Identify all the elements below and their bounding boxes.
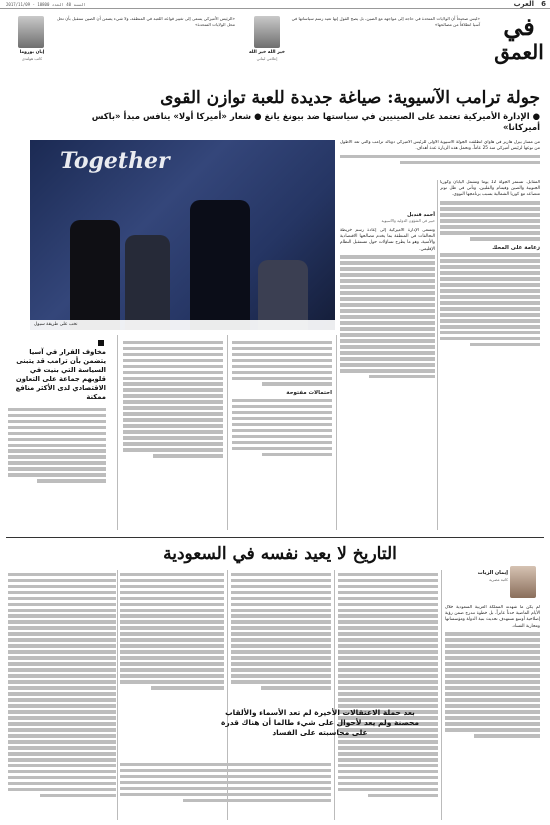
text-line [123,406,223,409]
author-name: خير الله خير الله [248,50,286,55]
text-line [123,359,223,362]
text-line [231,609,331,612]
text-line [445,650,540,653]
text-line [338,758,438,761]
text-line [8,626,116,629]
masthead [0,0,550,9]
text-line [440,259,540,262]
text-line [8,674,116,677]
text-line [231,614,331,617]
text-line [123,400,223,403]
text-line [120,656,224,659]
text-line [123,371,223,374]
text-line [440,201,540,204]
article2-col-2 [338,570,438,820]
text-line [338,776,438,779]
text-line [440,277,540,280]
text-line [120,680,224,683]
text-line [8,438,106,441]
text-line [120,638,224,641]
text-line [340,279,435,282]
text-line [120,650,224,653]
text-line [440,253,540,256]
text-line [338,656,438,659]
text-line [8,698,116,701]
text-line [8,686,116,689]
text-line [120,597,224,600]
text-line [231,644,331,647]
article-divider [6,537,544,538]
text-line [338,674,438,677]
text-line [340,303,435,306]
text-line [232,417,332,420]
text-line [440,313,540,316]
text-line [470,237,540,240]
callout-mark [98,340,104,346]
text-line [338,644,438,647]
text-line [338,603,438,606]
text-line [232,399,332,402]
text-line [123,353,223,356]
photo-banner-text: Together [60,148,170,174]
text-line [231,662,331,665]
text-line [232,435,332,438]
text-line [338,614,438,617]
text-line [440,301,540,304]
text-line [231,680,331,683]
text-line [120,668,224,671]
text-line [445,638,540,641]
text-line [120,579,224,582]
text-line [445,692,540,695]
text-line [338,740,438,743]
text-line [8,597,116,600]
text-line [8,638,116,641]
article2-col-bottom [120,760,331,820]
text-line [338,668,438,671]
author-role: خبير في الشؤون الدولية والآسيوية [381,218,435,223]
text-line [338,662,438,665]
issue-info: السنة 40 العدد 10800 - 2017/11/09 [6,2,86,7]
text-line [445,716,540,719]
figure-left [70,220,120,330]
text-line [440,319,540,322]
text-line [445,632,540,635]
article1-para-b: وتسعى الإدارة الأميركية إلى إعادة رسم خريطة التحالفات في المنطقة بما يخدم مصالحها الاقتصادية والأمنية، وهو ما يطرح تساؤلات حول مستقبل النظام الإقليمي. [340,228,435,252]
text-line [8,716,116,719]
text-line [8,620,116,623]
text-line [340,155,540,158]
text-line [338,698,438,701]
text-line [232,423,332,426]
text-line [8,704,116,707]
text-line [369,375,436,378]
text-line [231,674,331,677]
article1-headline: جولة ترامب الآسيوية: صياغة جديدة للعبة توازن القوى [160,88,540,108]
article2-author [468,566,538,598]
author-role: إعلامي لبناني [256,56,278,61]
text-line [445,644,540,647]
article2-para: لم يكن ما شهدته المملكة العربية السعودية خلال الأيام الماضية حدثاً عابراً، بل خطوة تندرج ضمن رؤية إصلاحية أوسع تستهدف تحديث بنية الدولة ومؤسساتها ومحاربة الفساد. [445,605,540,629]
text-line [340,369,435,372]
text-line [440,271,540,274]
text-line [8,662,116,665]
text-line [440,331,540,334]
article1-lead [340,140,540,175]
text-line [440,337,540,340]
text-line [231,668,331,671]
text-line [340,333,435,336]
author-quote: «ليس صحيحاً أن الولايات المتحدة في حاجة إلى مواجهة مع الصين، بل يصح القول إنها تعيد رسم سياساتها في آسيا انطلاقاً من مصالحها» [291,16,480,27]
text-line [123,412,223,415]
text-line [340,285,435,288]
text-line [400,161,540,164]
text-line [340,345,435,348]
author-photo [18,16,44,48]
newspaper-logo: العرب [513,0,534,8]
text-line [440,207,540,210]
text-line [340,267,435,270]
text-line [231,573,331,576]
text-line [445,704,540,707]
text-line [8,444,106,447]
text-line [120,620,224,623]
text-line [338,632,438,635]
text-line [8,609,116,612]
text-line [8,680,116,683]
article2-pull-quote: بعد حملة الاعتقالات الأخيرة لم تعد الأسماء والألقاب محصنة ولم يعد لأحوال على شيء طالما أن هناك قدرة على محاسبته على الفساد [220,708,420,737]
text-line [123,442,223,445]
text-line [440,307,540,310]
text-line [8,632,116,635]
text-line [368,794,438,797]
text-line [232,347,332,350]
article1-col-3 [232,338,332,528]
text-line [340,321,435,324]
top-author-box-2 [10,14,235,80]
text-line [8,585,116,588]
text-line [231,591,331,594]
page-number: 6 [541,0,546,8]
author-photo [510,566,536,598]
author-photo [254,16,280,48]
text-line [37,479,106,482]
article2-col-5 [8,570,116,820]
text-line [338,764,438,767]
article1-author [381,212,435,223]
text-line [445,722,540,725]
subsection-heading: زعامة على المحك [492,244,540,251]
text-line [232,371,332,374]
text-line [8,455,106,458]
text-line [338,579,438,582]
text-line [120,775,331,778]
section-label-line2: العمق [494,40,544,64]
text-line [123,388,223,391]
text-line [123,377,223,380]
text-line [8,650,116,653]
text-line [445,674,540,677]
text-line [120,632,224,635]
text-line [338,626,438,629]
text-line [231,579,331,582]
text-line [338,591,438,594]
text-line [8,722,116,725]
article1-lead-text: من مسار بيرل هاربر في هاواي انطلقت الجولة الآسيوية الأولى للرئيس الأميركي دونالد ترامب والتي تعد الأطول من نوعها لرئيس أميركي منذ 25 عاماً، وتحمل هذه الزيارة عدة أهداف. [340,140,540,152]
text-line [8,461,106,464]
article2-col-4 [120,570,224,705]
text-line [8,432,106,435]
text-line [8,728,116,731]
text-line [8,614,116,617]
text-line [8,467,106,470]
text-line [470,343,540,346]
text-line [120,781,331,784]
text-line [120,603,224,606]
text-line [440,213,540,216]
article2-col-3 [231,570,331,705]
text-line [231,656,331,659]
text-line [120,793,331,796]
text-line [120,769,331,772]
text-line [8,692,116,695]
text-line [8,752,116,755]
section-label-line1: في [503,12,535,41]
text-line [120,787,331,790]
text-line [8,473,106,476]
text-line [8,449,106,452]
column-divider [441,570,442,820]
text-line [120,591,224,594]
text-line [232,353,332,356]
text-line [8,710,116,713]
text-line [120,644,224,647]
text-line [338,620,438,623]
subsection-heading: احتمالات مفتوحة [286,389,332,396]
text-line [232,405,332,408]
text-line [474,734,541,737]
text-line [231,597,331,600]
section-label [494,14,544,84]
text-line [123,365,223,368]
text-line [232,411,332,414]
text-line [120,626,224,629]
text-line [338,686,438,689]
text-line [338,752,438,755]
text-line [340,363,435,366]
text-line [232,447,332,450]
text-line [232,441,332,444]
text-line [232,359,332,362]
text-line [8,408,106,411]
text-line [445,668,540,671]
text-line [338,692,438,695]
article2-headline: التاريخ لا يعيد نفسه في السعودية [163,544,397,564]
text-line [151,686,224,689]
article1-col-4 [123,338,223,528]
text-line [440,325,540,328]
text-line [123,424,223,427]
text-line [440,219,540,222]
text-line [8,420,106,423]
text-line [440,265,540,268]
text-line [338,788,438,791]
text-line [340,255,435,258]
text-line [123,448,223,451]
text-line [262,453,332,456]
article1-para-a: المقابل. تستمر الجولة 12 يوماً وتشمل اليابان وكوريا الجنوبية والصين وفيتنام والفلبين، وتأتي في ظل توتر متصاعد مع كوريا الشمالية بسبب برنامجها النووي. [440,180,540,198]
photo-caption: نخب على طريقة سيول [30,320,335,330]
text-line [440,225,540,228]
text-line [261,686,331,689]
text-line [120,763,331,766]
text-line [338,680,438,683]
text-line [445,698,540,701]
text-line [123,382,223,385]
text-line [8,782,116,785]
text-line [123,430,223,433]
text-line [183,799,331,802]
text-line [123,341,223,344]
text-line [120,585,224,588]
text-line [8,758,116,761]
text-line [120,662,224,665]
text-line [340,351,435,354]
text-line [445,662,540,665]
text-line [8,426,106,429]
article1-col-right [440,180,540,530]
text-line [232,341,332,344]
text-line [340,357,435,360]
text-line [232,429,332,432]
text-line [340,291,435,294]
column-divider [227,335,228,530]
text-line [8,776,116,779]
text-line [445,728,540,731]
author-name: إيمان الزيات [477,570,508,576]
text-line [445,656,540,659]
text-line [340,309,435,312]
text-line [231,638,331,641]
article2-col-1 [445,605,540,820]
text-line [340,297,435,300]
column-divider [117,335,118,530]
figure-center [190,200,250,330]
author-role: كاتبة مصرية [489,577,508,582]
text-line [231,626,331,629]
text-line [8,764,116,767]
text-line [338,770,438,773]
column-divider [117,570,118,820]
text-line [445,710,540,713]
text-line [8,668,116,671]
author-quote: «الرئيس الأميركي يسعى إلى تغيير قواعد اللعبة في المنطقة، ولا شيء يضمن أن الصين ستقبل بأن تحل محل الولايات المتحدة» [56,16,235,27]
text-line [8,740,116,743]
article1-subhead: ● الإدارة الأميركية تعتمد على الصينيين في سياستها ضد بيونغ يانغ ● شعار «أميركا أولا» ينافس مبدأ «باكس أميركانا» [91,112,540,133]
article1-col-5 [8,405,106,530]
text-line [120,609,224,612]
text-line [8,603,116,606]
text-line [120,614,224,617]
text-line [153,454,223,457]
text-line [8,734,116,737]
text-line [8,788,116,791]
text-line [440,283,540,286]
text-line [231,620,331,623]
author-name: إيان بوروما [19,50,45,55]
text-line [231,603,331,606]
text-line [123,347,223,350]
text-line [232,377,332,380]
article1-photo [30,140,335,330]
article1-col-2 [340,228,435,528]
text-line [340,315,435,318]
text-line [120,674,224,677]
text-line [8,644,116,647]
text-line [445,680,540,683]
text-line [340,339,435,342]
text-line [231,650,331,653]
text-line [340,327,435,330]
text-line [123,394,223,397]
author-role: كاتب هولندي [21,56,43,61]
text-line [232,365,332,368]
text-line [123,436,223,439]
column-divider [336,335,337,530]
text-line [440,231,540,234]
text-line [340,261,435,264]
text-line [8,579,116,582]
text-line [340,273,435,276]
text-line [120,573,224,576]
text-line [8,770,116,773]
text-line [8,591,116,594]
text-line [40,794,116,797]
text-line [8,746,116,749]
text-line [338,746,438,749]
text-line [338,638,438,641]
text-line [262,382,332,385]
text-line [123,418,223,421]
column-divider [437,180,438,530]
text-line [338,609,438,612]
text-line [338,597,438,600]
text-line [8,656,116,659]
text-line [231,585,331,588]
text-line [440,295,540,298]
top-author-box-1 [240,14,480,80]
figure-middle [125,235,170,330]
text-line [338,650,438,653]
text-line [338,573,438,576]
text-line [445,686,540,689]
author-name: أحمد قنديل [407,212,435,218]
text-line [338,585,438,588]
text-line [440,289,540,292]
text-line [8,573,116,576]
text-line [231,632,331,635]
text-line [8,414,106,417]
column-divider [334,570,335,820]
text-line [338,782,438,785]
article1-callout: مخاوف القرار في آسيا يتضمن بأن ترامب قد يتبنى السياسة التي بنيت في قلوبهم جماعة على التعاون الاقتصادي لدى الأكثر منافع ممكنة [15,348,106,401]
